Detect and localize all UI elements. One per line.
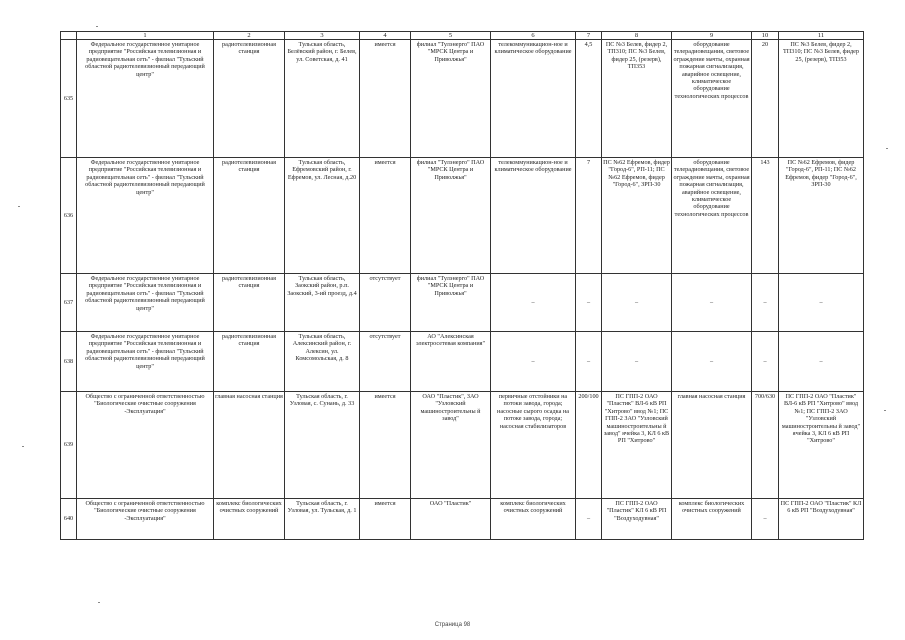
table-cell: ПС №3 Белев, фидер 2, ТП310; ПС №3 Белев, фидер 25, (резерв), ТП353	[602, 40, 672, 158]
table-cell: комплекс биологических очистных сооружений	[672, 499, 752, 540]
table-cell: филиал "Тулэнерго" ПАО "МРСК Центра и Приволжья"	[411, 40, 491, 158]
table-cell: Тульская область, Ефремовский район, г. Ефремов, ул. Лесная, д.20	[285, 158, 360, 274]
table-cell: –	[752, 332, 779, 392]
table-cell: 143	[752, 158, 779, 274]
scan-speck	[98, 602, 100, 603]
table-cell: АО "Алексинская электросетевая компания"	[411, 332, 491, 392]
scan-speck	[22, 446, 24, 447]
table-cell: первичные отстойники на потоки завода, города; насосные сырого осадка на потоке завода, города; насосная стабилизаторов	[491, 392, 576, 499]
table-cell: филиал "Тулэнерго" ПАО "МРСК Центра и Приволжья"	[411, 274, 491, 332]
table-cell: ПС №3 Белев, фидер 2, ТП310; ПС №3 Белев, фидер 25, (резерв), ТП353	[779, 40, 864, 158]
table-cell: оборудование телерадиовещания, световое ограждение мачты, охранная пожарная сигнализация, аварийное освещение, климатическое оборудование технологических процессов	[672, 40, 752, 158]
header-row	[61, 32, 864, 40]
table-cell: –	[752, 499, 779, 540]
table-cell: телекоммуникацион-ное и климатическое оборудование	[491, 40, 576, 158]
table-cell: ПС ГПП-2 ОАО "Пластик" КЛ 6 кВ РП "Воздуходувная"	[602, 499, 672, 540]
table-row	[61, 158, 864, 274]
table-cell: Тульская область, г. Узловая, с. Сунань, д. 33	[285, 392, 360, 499]
table-cell: комплекс биологических очистных сооружений	[214, 499, 285, 540]
data-table	[60, 31, 864, 540]
table-cell: телекоммуникацион-ное и климатическое оборудование	[491, 158, 576, 274]
table-cell: ОАО "Пластик"	[411, 499, 491, 540]
table-cell: –	[491, 332, 576, 392]
table-cell: Федеральное государственное унитарное предприятие "Российская телевизионная и радиовещательная сеть" - филиал "Тульский областной радиотелевизионный передающий центр"	[77, 274, 214, 332]
table-cell: –	[672, 274, 752, 332]
table-cell: Общество с ограниченной ответственностью "Биологические очистные сооружения -Эксплуатация"	[77, 499, 214, 540]
table-row	[61, 40, 864, 158]
table-cell: радиотелевизионная станция	[214, 332, 285, 392]
table-cell: оборудование телерадиовещания, световое ограждение мачты, охранная пожарная сигнализация, аварийное освещение, климатическое оборудование технологических процессов	[672, 158, 752, 274]
table-cell: –	[576, 274, 602, 332]
table-cell: комплекс биологических очистных сооружений	[491, 499, 576, 540]
table-cell: отсутствует	[360, 274, 411, 332]
table-cell: радиотелевизионная станция	[214, 274, 285, 332]
document-sheet	[60, 31, 863, 540]
scan-speck	[96, 26, 98, 27]
table-cell: Тульская область, Алексинский район, г. Алексин, ул. Комсомольская, д. 8	[285, 332, 360, 392]
header-cell: 11	[779, 32, 864, 40]
table-cell: Федеральное государственное унитарное предприятие "Российская телевизионная и радиовещательная сеть" - филиал "Тульский областной радиотелевизионный передающий центр"	[77, 332, 214, 392]
row-number: 638	[61, 332, 77, 392]
scan-speck	[886, 148, 888, 149]
table-cell: 4,5	[576, 40, 602, 158]
table-cell: 7	[576, 158, 602, 274]
table-cell: имеется	[360, 392, 411, 499]
table-cell: радиотелевизионная станция	[214, 158, 285, 274]
table-cell: Федеральное государственное унитарное предприятие "Российская телевизионная и радиовещательная сеть" - филиал "Тульский областной радиотелевизионный передающий центр"	[77, 158, 214, 274]
header-cell: 1	[77, 32, 214, 40]
table-cell: имеется	[360, 158, 411, 274]
table-row	[61, 332, 864, 392]
table-cell: филиал "Тулэнерго" ПАО "МРСК Центра и Приволжья"	[411, 158, 491, 274]
table-cell: отсутствует	[360, 332, 411, 392]
table-cell: –	[779, 274, 864, 332]
header-cell: 8	[602, 32, 672, 40]
row-number: 640	[61, 499, 77, 540]
table-cell: главная насосная станция	[672, 392, 752, 499]
header-cell: 5	[411, 32, 491, 40]
header-cell: 2	[214, 32, 285, 40]
header-cell: 3	[285, 32, 360, 40]
table-cell: ПС ГПП-2 ОАО "Пластик" ВЛ-6 кВ РП "Хитрово" ввод №1; ПС ГПП-2 ЗАО "Узловский машиностроительны й завод" ячейка 3, КЛ 6 кВ РП "Хитрово"	[779, 392, 864, 499]
table-cell: Федеральное государственное унитарное предприятие "Российская телевизионная и радиовещательная сеть" - филиал "Тульский областной радиотелевизионный передающий центр"	[77, 40, 214, 158]
row-number: 639	[61, 392, 77, 499]
table-row	[61, 499, 864, 540]
table-cell: –	[602, 274, 672, 332]
page-footer: Страница 98	[434, 622, 471, 628]
table-row	[61, 274, 864, 332]
table-cell: 200/100	[576, 392, 602, 499]
row-number: 637	[61, 274, 77, 332]
header-cell: 9	[672, 32, 752, 40]
scan-speck	[884, 410, 886, 411]
table-cell: –	[576, 499, 602, 540]
table-cell: –	[672, 332, 752, 392]
table-cell: Тульская область, Белёвский район, г. Белев, ул. Советская, д. 41	[285, 40, 360, 158]
table-cell: 700/630	[752, 392, 779, 499]
table-cell: ПС ГПП-2 ОАО "Пластик" КЛ 6 кВ РП "Воздуходувная"	[779, 499, 864, 540]
table-cell: имеется	[360, 499, 411, 540]
table-cell: ОАО "Пластик", ЗАО "Узловский машиностроительны й завод"	[411, 392, 491, 499]
table-cell: –	[576, 332, 602, 392]
table-cell: ПС ГПП-2 ОАО "Пластик" ВЛ-6 кВ РП "Хитрово" ввод №1; ПС ГПП-2 ЗАО "Узловский машиностроительны й завод" ячейка 3, КЛ 6 кВ РП "Хитрово"	[602, 392, 672, 499]
table-row	[61, 392, 864, 499]
table-cell: Общество с ограниченной ответственностью "Биологические очистные сооружения -Эксплуатация"	[77, 392, 214, 499]
table-cell: ПС №62 Ефремов, фидер "Город-6", РП-11; ПС №62 Ефремов, фидер "Город-6", ЗРП-30	[602, 158, 672, 274]
header-cell	[61, 32, 77, 40]
row-number: 636	[61, 158, 77, 274]
header-cell: 6	[491, 32, 576, 40]
table-cell: –	[779, 332, 864, 392]
table-cell: радиотелевизионная станция	[214, 40, 285, 158]
header-cell: 4	[360, 32, 411, 40]
table-cell: –	[752, 274, 779, 332]
table-cell: Тульская область, Заокский район, р.п. Заокский, 3-ий проезд, д.4	[285, 274, 360, 332]
table-cell: ПС №62 Ефремов, фидер "Город-6", РП-11; ПС №62 Ефремов, фидер "Город-6", ЗРП-30	[779, 158, 864, 274]
table-cell: Тульская область, г. Узловая, ул. Тульская, д. 1	[285, 499, 360, 540]
row-number: 635	[61, 40, 77, 158]
header-cell: 7	[576, 32, 602, 40]
table-cell: –	[602, 332, 672, 392]
table-cell: главная насосная станция	[214, 392, 285, 499]
table-cell: имеется	[360, 40, 411, 158]
table-cell: –	[491, 274, 576, 332]
header-cell: 10	[752, 32, 779, 40]
table-cell: 20	[752, 40, 779, 158]
scan-speck	[18, 206, 20, 207]
